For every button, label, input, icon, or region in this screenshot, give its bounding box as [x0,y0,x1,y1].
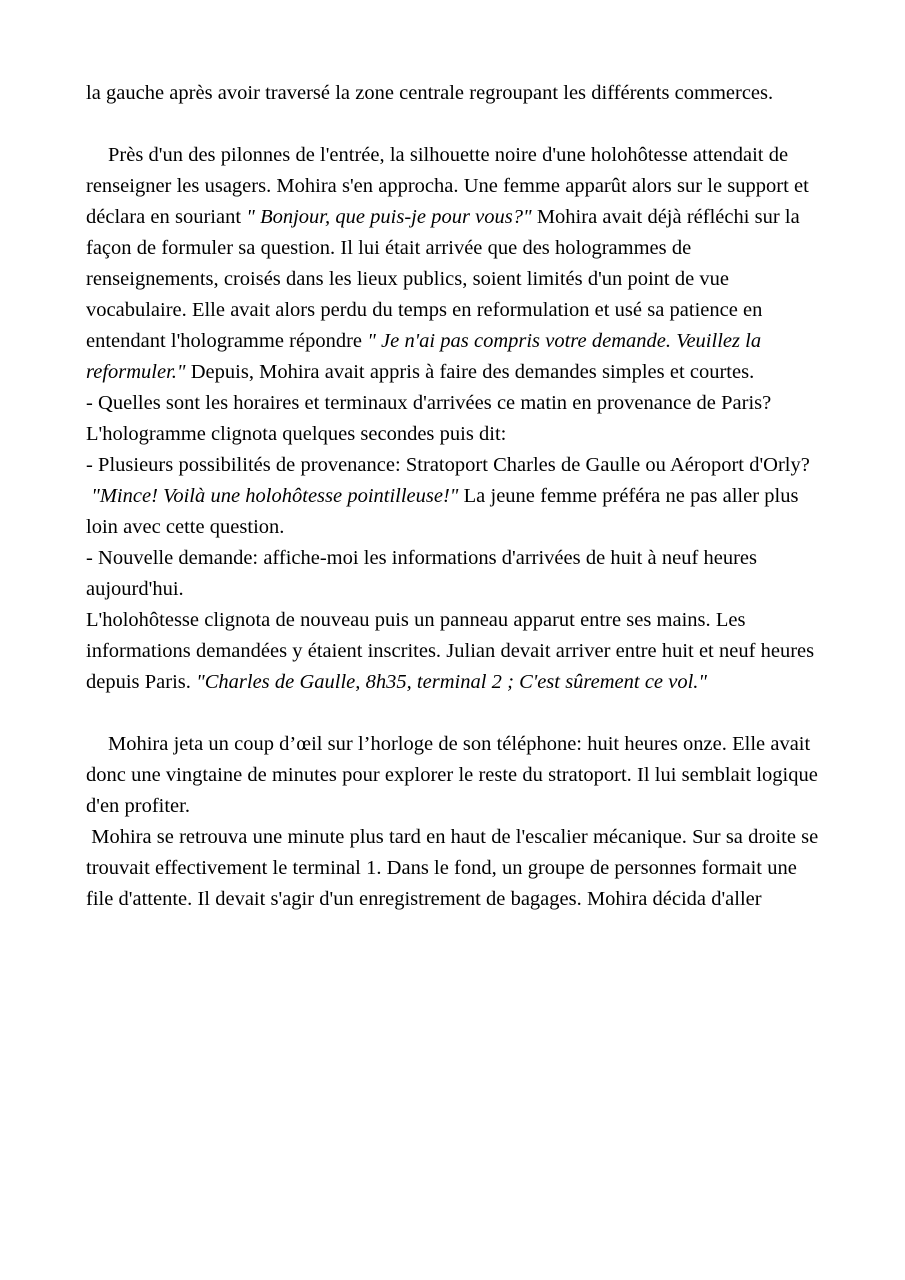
quoted-speech-italic: " Je n'ai pas compris votre demande. Veuillez la reformuler." [86,330,767,383]
dialogue-line [86,450,826,481]
dialogue-line [86,543,826,605]
body-text-run: Depuis, Mohira avait appris à faire des demandes simples et courtes. [185,361,755,383]
body-text-run: - Plusieurs possibilités de provenance: Stratoport Charles de Gaulle ou Aéroport d'Orly? [86,454,810,476]
document-text-body [86,78,826,915]
quoted-speech-italic: "Mince! Voilà une holohôtesse pointilleuse!" [86,485,459,507]
body-text-run: Mohira avait déjà réfléchi sur la façon de formuler sa question. Il lui était arrivée que des hologrammes de renseignements, croisés dans les lieux publics, soient limités d'un point de vue vocabulaire. Elle avait alors perdu du temps en reformulation et usé sa patience en entendant l'hologramme répondre [86,206,805,352]
paragraph [86,822,826,915]
body-text-run: la gauche après avoir traversé la zone centrale regroupant les différents commerces. [86,82,774,104]
body-text-run: Mohira jeta un coup d’œil sur l’horloge de son téléphone: huit heures onze. Elle avait donc une vingtaine de minutes pour explorer le reste du stratoport. Il lui semblait logique d'en profiter. [86,733,824,817]
body-text-run: Près d'un des pilonnes de l'entrée, la silhouette noire d'une holohôtesse attendait de renseigner les usagers. Mohira s'en approcha. Une femme apparût alors sur le support et déclara en souriant [86,144,815,228]
paragraph [86,481,826,543]
body-text-run: L'holohôtesse clignota de nouveau puis un panneau apparut entre ses mains. Les informations demandées y étaient inscrites. Julian devait arriver entre huit et neuf heures depuis Paris. [86,609,820,693]
body-text-run: - Nouvelle demande: affiche-moi les informations d'arrivées de huit à neuf heures aujourd'hui. [86,547,763,600]
quoted-speech-italic: "Charles de Gaulle, 8h35, terminal 2 ; C'est sûrement ce vol." [196,671,708,693]
body-text-run: La jeune femme préféra ne pas aller plus loin avec cette question. [86,485,804,538]
paragraph [86,605,826,698]
paragraph [86,140,826,388]
dialogue-line [86,388,826,419]
body-text-run: - Quelles sont les horaires et terminaux d'arrivées ce matin en provenance de Paris? [86,392,772,414]
body-text-run: Mohira se retrouva une minute plus tard en haut de l'escalier mécanique. Sur sa droite se trouvait effectivement le terminal 1. Dans le fond, un groupe de personnes formait une file d'attente. Il devait s'agir d'un enregistrement de bagages. Mohira décida d'aller [86,826,824,910]
quoted-speech-italic: " Bonjour, que puis-je pour vous?" [246,206,532,228]
paragraph [86,78,826,109]
paragraph [86,729,826,822]
body-text-run: L'hologramme clignota quelques secondes puis dit: [86,423,507,445]
paragraph [86,419,826,450]
